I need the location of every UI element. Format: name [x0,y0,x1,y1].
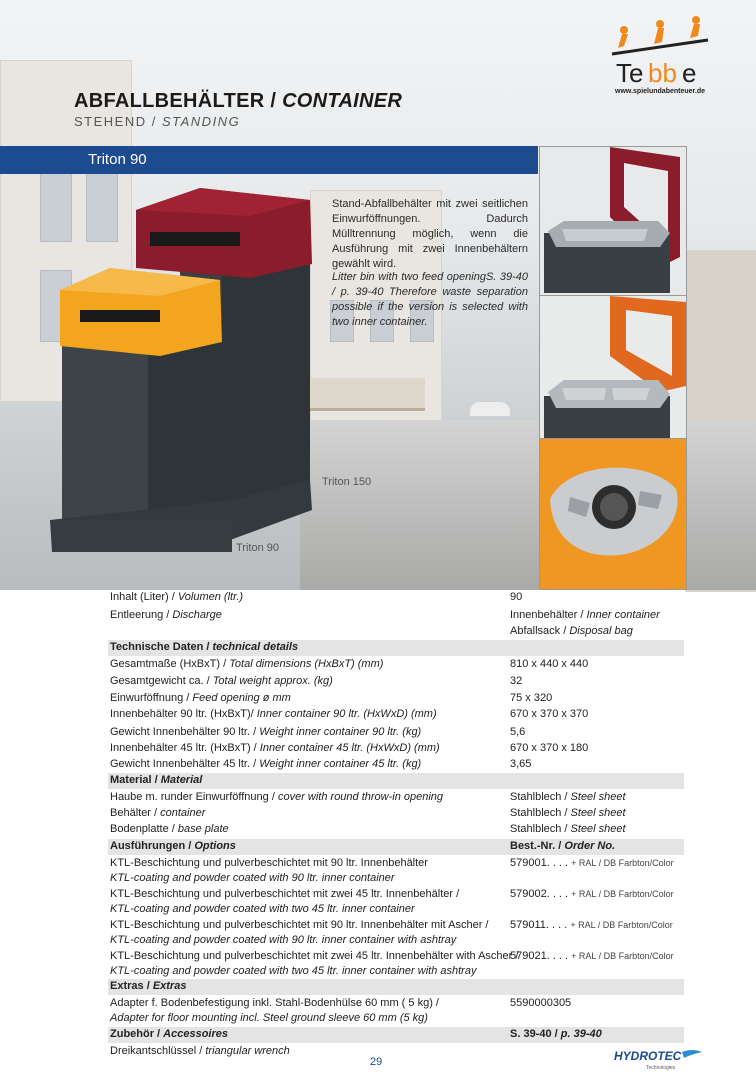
detail-image-ashtray [539,438,687,590]
page-subtitle [74,114,240,129]
svg-text:e: e [682,58,697,88]
title-en: CONTAINER [282,90,403,112]
product-name: Triton 90 [88,151,147,168]
svg-text:Technologies: Technologies [646,1065,676,1071]
label-triton-150: Triton 150 [322,476,372,488]
label-triton-90: Triton 90 [236,542,280,554]
detail-image-red-open [539,146,687,296]
svg-text:Te: Te [616,58,644,88]
page-title [74,90,402,113]
svg-text:bb: bb [648,58,677,88]
svg-text:HYDROTEC: HYDROTEC [614,1049,682,1063]
product-image [40,180,330,590]
intro-text-en: Litter bin with two feed openingS. 39-40 / p. 39-40 Therefore waste separation possible if the version is selected with two inner container. [332,271,528,328]
hydrotec-logo [612,1046,704,1072]
detail-image-orange-open [539,295,687,439]
page-number: 29 [370,1056,383,1068]
section-accessories: Zubehör / Accessoires S. 39-40 / p. 39-40 [108,1027,684,1043]
option-row-579001: KTL-Beschichtung und pulverbeschichtet mit 90 ltr. Innenbehälter KTL-coating and powder coated with 90 ltr. inner container 579001. . . . + RAL / DB Farbton/Color [110,857,674,884]
subtitle-en: STANDING [161,114,241,129]
option-row-579021: KTL-Beschichtung und pulverbeschichtet mit zwei 45 ltr. Innenbehälter with Ascher / KTL-coating and powder coated with two 45 ltr. inner container with ashtray 579021. . . . + RAL / DB Farbton/Color [110,950,674,977]
title-de: ABFALLBEHÄLTER / [74,90,283,112]
section-material: Material / Material [108,773,684,789]
logo-url: www.spielundabenteuer.de [615,88,705,95]
spec-row-discharge: Entleerung / Discharge Innenbehälter / Inner container Abfallsack / Disposal bag [110,609,660,637]
tebbe-logo [604,16,716,102]
subtitle-de: STEHEND / [74,114,162,129]
section-technical-details: Technische Daten / technical details [108,640,684,656]
option-row-579002: KTL-Beschichtung und pulverbeschichtet mit zwei 45 ltr. Innenbehälter / KTL-coating and powder coated with two 45 ltr. inner container 579002. . . . + RAL / DB Farbton/Color [110,888,674,915]
section-extras: Extras / Extras [108,979,684,995]
intro-text-de: Stand-Abfallbehälter mit zwei seitlichen Einwurföffnungen. Dadurch Mülltrennung möglich, wenn die Ausführung mit zwei Innenbehältern gewählt wird. [332,198,528,270]
option-row-579011: KTL-Beschichtung und pulverbeschichtet mit 90 ltr. Innenbehälter mit Ascher / KTL-coating and powder coated with 90 ltr. inner container with ashtray 579011. . . . + RAL / DB Farbton/Color [110,919,673,946]
extras-row-adapter: Adapter f. Bodenbefestigung inkl. Stahl-Bodenhülse 60 mm ( 5 kg) / Adapter for floor mounting incl. Steel ground sleeve 60 mm (5 kg) 5590000305 [110,997,572,1024]
product-title-bar [0,146,538,174]
section-options: Ausführungen / Options Best.-Nr. / Order No. [108,839,684,855]
